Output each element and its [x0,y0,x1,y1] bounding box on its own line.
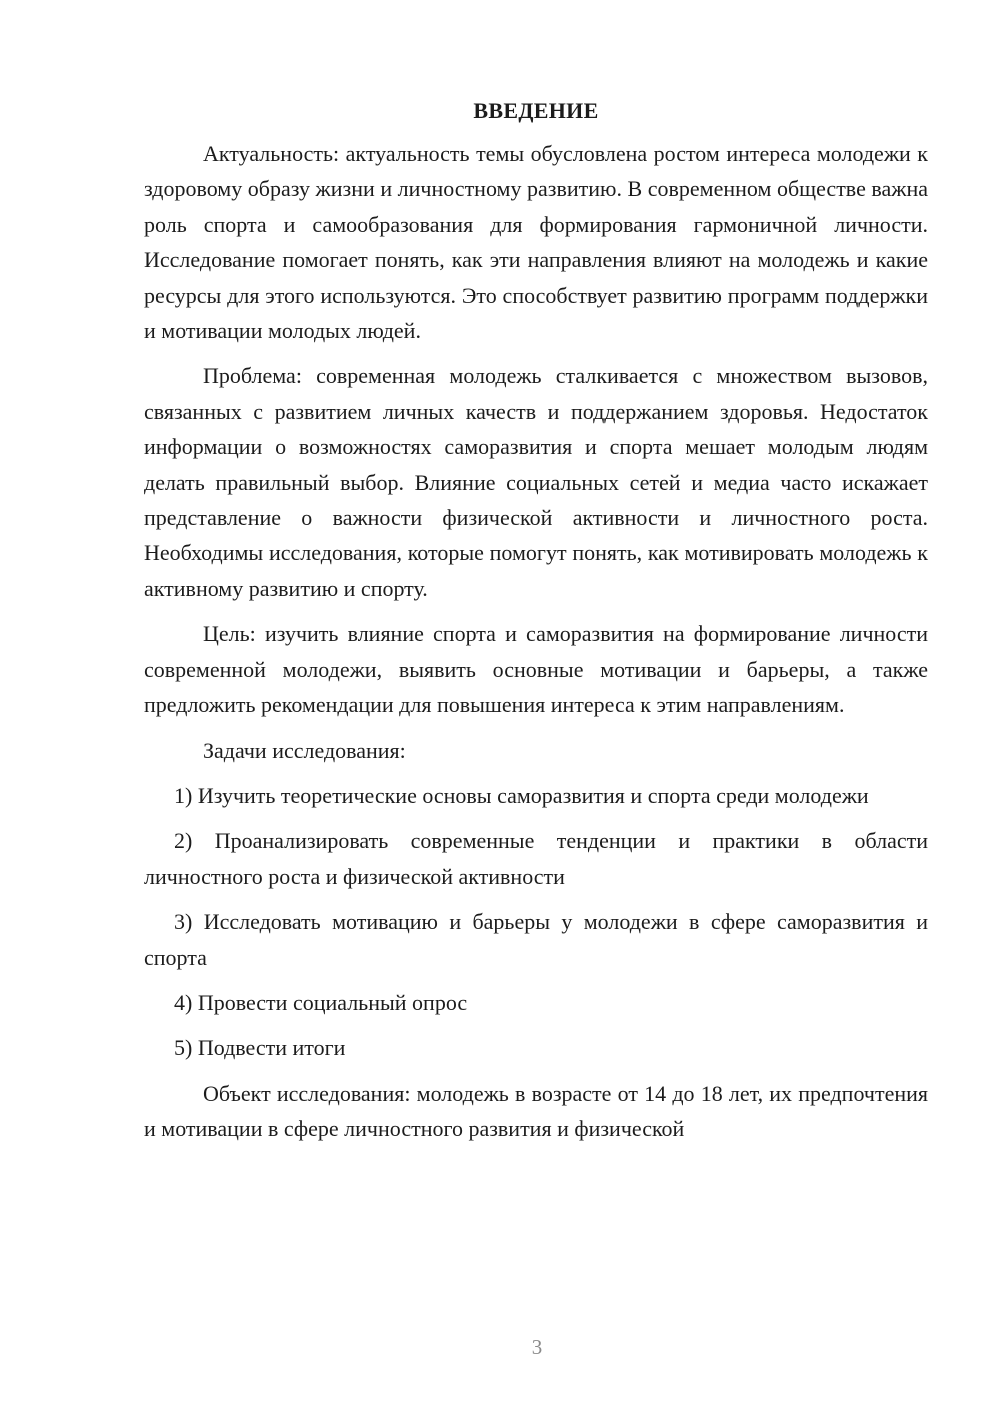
task-item-5: 5) Подвести итоги [174,1035,346,1061]
problem-paragraph: Проблема: современная молодежь сталкивается с множеством вызовов, связанных с развитием личных качеств и поддержанием здоровья. Недостаток информации о возможностях саморазвития и спорта мешает молодым людям делать правильный выбор. Влияние социальных сетей и медиа часто искажает представление о важности физической активности и личностного роста. Необходимы исследования, которые помогут понять, как мотивировать молодежь к активному развитию и спорту. [144,363,928,601]
task-item-4: 4) Провести социальный опрос [174,989,468,1015]
object-paragraph: Объект исследования: молодежь в возрасте от 14 до 18 лет, их предпочтения и мотивации в сфере личностного развития и физической [144,1080,928,1142]
page-content [144,95,928,1157]
page-number: 3 [531,1335,543,1359]
goal-paragraph: Цель: изучить влияние спорта и саморазвития на формирование личности современной молодежи, выявить основные мотивации и барьеры, а также предложить рекомендации для повышения интереса к этим направлениям. [144,621,928,718]
task-item-2: 2) Проанализировать современные тенденции и практики в области личностного роста и физической активности [144,828,928,889]
task-item-3: 3) Исследовать мотивацию и барьеры у молодежи в сфере саморазвития и спорта [144,909,928,970]
relevance-paragraph: Актуальность: актуальность темы обусловлена ростом интереса молодежи к здоровому образу жизни и личностному развитию. В современном обществе важна роль спорта и самообразования для формирования гармоничной личности. Исследование помогает понять, как эти направления влияют на молодежь и какие ресурсы для этого используются. Это способствует развитию программ поддержки и мотивации молодых людей. [144,141,928,344]
task-item-1: 1) Изучить теоретические основы саморазвития и спорта среди молодежи [174,782,869,808]
section-heading: ВВЕДЕНИЕ [473,98,599,123]
tasks-title: Задачи исследования: [203,737,406,763]
